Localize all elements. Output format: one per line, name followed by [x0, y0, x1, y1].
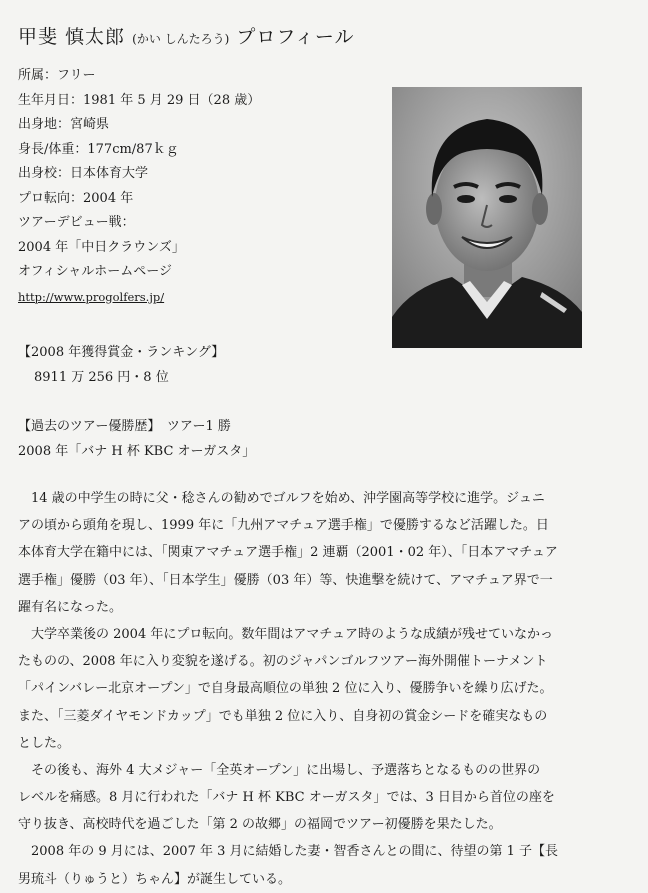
homepage-link[interactable]: http://www.progolfers.jp/ [18, 289, 165, 304]
bio-line: 選手権」優勝（03 年）、「日本学生」優勝（03 年）等、快進撃を続けて、アマチュア界で一 [18, 572, 553, 588]
bio-line: また、「三菱ダイヤモンドカップ」でも単独 2 位に入り、自身初の賞金シードを確実なもの [18, 708, 548, 724]
bio-line: 「パインバレー北京オープン」で自身最高順位の単独 2 位に入り、優勝争いを繰り広げた。 [18, 681, 553, 697]
profile-debut-value: 2004 年「中日クラウンズ」 [18, 239, 185, 255]
bio-line: 男琉斗（りゅうと）ちゃん】が誕生している。 [18, 871, 292, 887]
biography [18, 485, 648, 893]
bio-line: 躍有名になった。 [18, 599, 123, 615]
earnings-heading: 【2008 年獲得賞金・ランキング】 [18, 345, 225, 360]
profile-pro-turn: プロ転向：2004 年 [18, 190, 134, 206]
page-title [18, 22, 355, 49]
player-name: 甲斐 慎太郎 [18, 26, 126, 48]
profile-affiliation: 所属：フリー [18, 68, 96, 83]
bio-line: 大学卒業後の 2004 年にプロ転向。数年間はアマチュア時のような成績が残せていなかっ [18, 626, 553, 642]
bio-line: とした。 [18, 735, 71, 751]
player-photo [392, 87, 582, 348]
profile-birthdate: 生年月日：1981 年 5 月 29 日（28 歳） [18, 92, 261, 108]
bio-line: 守り抜き、高校時代を過ごした「第 2 の故郷」の福岡でツアー初優勝を果たした。 [18, 817, 502, 833]
name-reading: (かい しんたろう) [132, 32, 230, 46]
wins-heading: 【過去のツアー優勝歴】 ツアー1 勝 [18, 419, 231, 434]
bio-line: 14 歳の中学生の時に父・稔さんの勧めでゴルフを始め、沖学園高等学校に進学。ジュニ [18, 491, 545, 506]
profile-height-weight: 身長/体重：177cm/87ｋｇ [18, 141, 179, 157]
profile-debut-label: ツアーデビュー戦： [18, 215, 135, 230]
profile-school: 出身校：日本体育大学 [18, 166, 149, 181]
earnings-value: 8911 万 256 円・8 位 [34, 370, 169, 385]
bio-line: たものの、2008 年に入り変貌を遂げる。初のジャパンゴルフツアー海外開催トーナメント [18, 654, 548, 670]
bio-line: その後も、海外 4 大メジャー「全英オープン」に出場し、予選落ちとなるものの世界の [18, 762, 541, 778]
profile-homepage-label: オフィシャルホームページ [18, 264, 173, 279]
bio-line: 2008 年の 9 月には、2007 年 3 月に結婚した妻・智香さんとの間に、待望の第 1 子【長 [18, 844, 559, 860]
bio-line: アの頃から頭角を現し、1999 年に「九州アマチュア選手権」で優勝するなど活躍した。日 [18, 518, 549, 534]
title-suffix: プロフィール [236, 26, 355, 48]
profile-birthplace: 出身地：宮崎県 [18, 117, 110, 132]
profile-list [18, 64, 388, 309]
wins-item: 2008 年「バナ H 杯 KBC オーガスタ」 [18, 444, 256, 459]
bio-line: 本体育大学在籍中には、「関東アマチュア選手権」2 連覇（2001・02 年）、「日本アマチュア [18, 545, 558, 561]
player-portrait-image [392, 87, 582, 348]
bio-line: レベルを痛感。8 月に行われた「バナ H 杯 KBC オーガスタ」では、3 日目から首位の座を [18, 790, 555, 806]
